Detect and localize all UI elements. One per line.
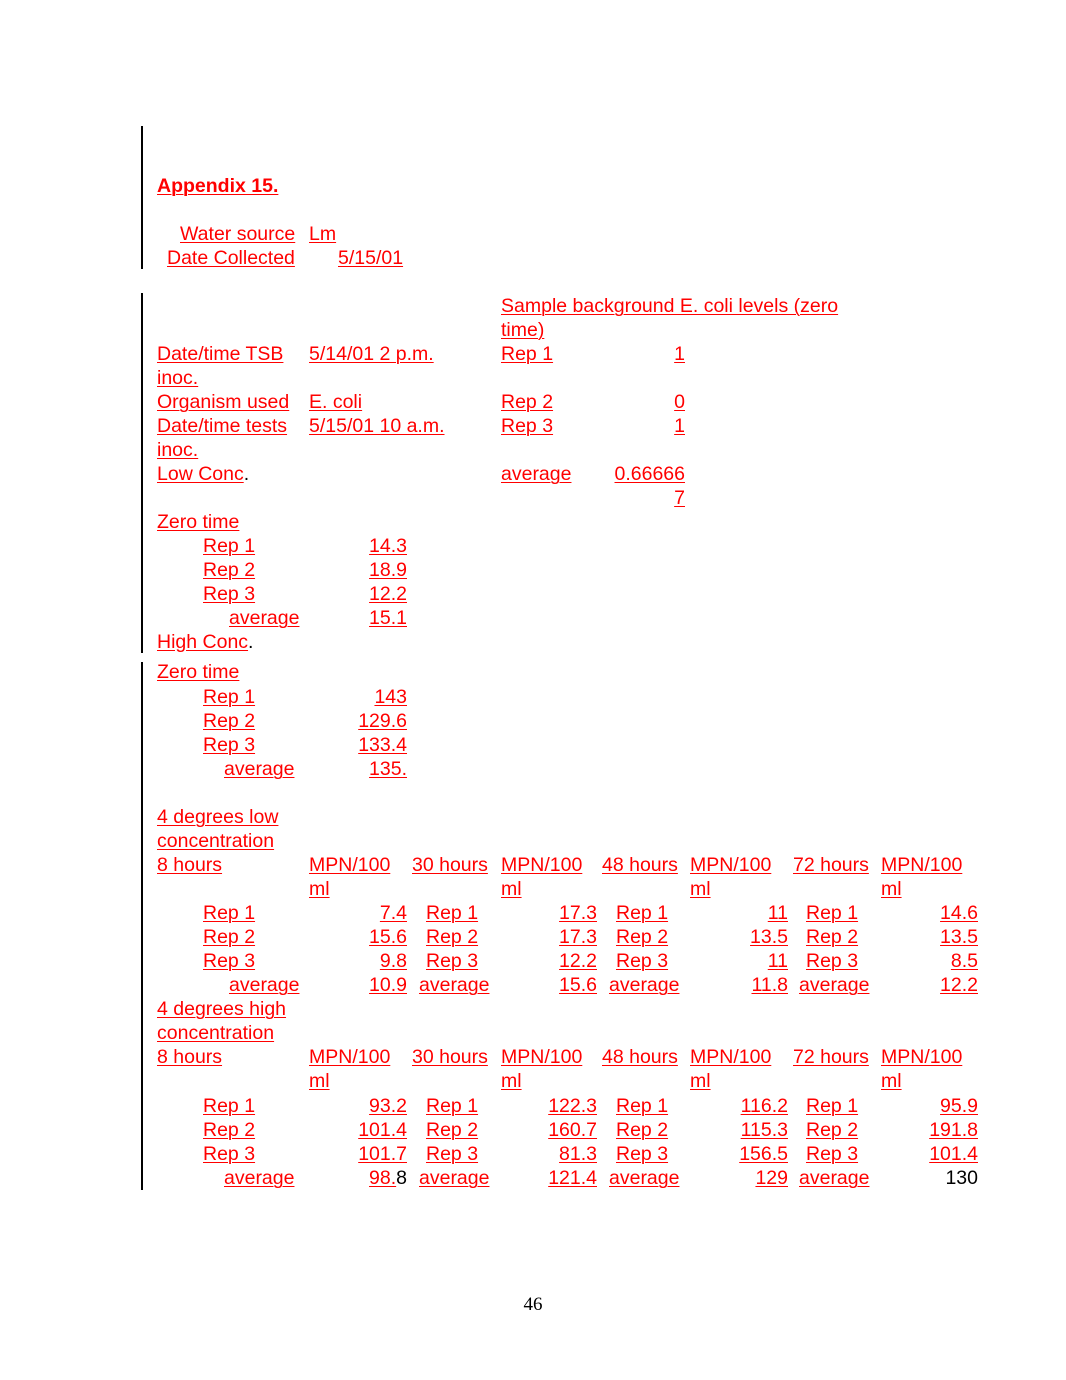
high-8h-average-value-b: 8 xyxy=(396,1167,407,1189)
high-48h-rep-3-label: Rep 3 xyxy=(616,1143,669,1165)
high-30h-rep-1-label: Rep 1 xyxy=(426,1095,479,1117)
low-table-unit-cont: ml xyxy=(501,878,522,900)
high-table-unit-cont: ml xyxy=(690,1070,711,1092)
background-rep-1-value: 1 xyxy=(674,343,685,365)
high-8h-rep-3-value: 101.7 xyxy=(358,1143,407,1165)
high-8h-average-label: average xyxy=(224,1167,295,1189)
high-48h-rep-3-value: 156.5 xyxy=(739,1143,788,1165)
low-table-title: 4 degrees low xyxy=(157,806,279,828)
low-average-label: average xyxy=(229,607,300,629)
high-table-title: 4 degrees high xyxy=(157,998,287,1020)
high-30h-rep-3-label: Rep 3 xyxy=(426,1143,479,1165)
organism-label: Organism used xyxy=(157,391,290,413)
high-table-unit: MPN/100 xyxy=(309,1046,391,1068)
high-table-unit-cont: ml xyxy=(881,1070,902,1092)
high-average-label: average xyxy=(224,758,295,780)
high-8h-rep-1-label: Rep 1 xyxy=(203,1095,256,1117)
low-30h-rep-2-label: Rep 2 xyxy=(426,926,479,948)
low-8h-rep-1-value: 7.4 xyxy=(379,902,407,924)
low-72h-rep-1-label: Rep 1 xyxy=(806,902,859,924)
low-rep-3-label: Rep 3 xyxy=(203,583,256,605)
low-table-unit: MPN/100 xyxy=(309,854,391,876)
high-48h-average-label: average xyxy=(609,1167,680,1189)
low-rep-3-value: 12.2 xyxy=(369,583,407,605)
high-48h-average-value: 129 xyxy=(755,1167,788,1189)
low-table-time-8h: 8 hours xyxy=(157,854,223,876)
low-30h-rep-1-value: 17.3 xyxy=(559,902,597,924)
tsb-label-cont: inoc. xyxy=(157,367,199,389)
high-table-title-cont: concentration xyxy=(157,1022,275,1044)
low-table-time-30h: 30 hours xyxy=(412,854,488,876)
low-30h-average-value: 15.6 xyxy=(559,974,597,996)
high-8h-average-value xyxy=(369,1166,407,1190)
low-48h-rep-3-label: Rep 3 xyxy=(616,950,669,972)
high-conc-label: High Conc xyxy=(157,631,249,653)
high-30h-rep-2-value: 160.7 xyxy=(548,1119,597,1141)
low-8h-average-value: 10.9 xyxy=(369,974,407,996)
high-rep-3-label: Rep 3 xyxy=(203,734,256,756)
high-72h-rep-3-label: Rep 3 xyxy=(806,1143,859,1165)
low-conc-period: . xyxy=(243,463,250,485)
high-8h-rep-3-label: Rep 3 xyxy=(203,1143,256,1165)
low-8h-rep-3-value: 9.8 xyxy=(379,950,407,972)
low-8h-rep-1-label: Rep 1 xyxy=(203,902,256,924)
background-title-line-2: time) xyxy=(501,319,545,341)
page-number: 46 xyxy=(523,1294,543,1315)
high-8h-average-value-a: 98. xyxy=(369,1167,397,1189)
water-source-value: Lm xyxy=(309,223,337,245)
low-72h-average-value: 12.2 xyxy=(940,974,978,996)
high-table-unit-cont: ml xyxy=(501,1070,522,1092)
organism-value: E. coli xyxy=(309,391,363,413)
low-table-unit-cont: ml xyxy=(881,878,902,900)
low-48h-rep-2-value: 13.5 xyxy=(750,926,788,948)
low-rep-2-value: 18.9 xyxy=(369,559,407,581)
high-table-unit: MPN/100 xyxy=(881,1046,963,1068)
low-30h-rep-3-value: 12.2 xyxy=(559,950,597,972)
low-8h-average-label: average xyxy=(229,974,300,996)
background-title-line-1: Sample background E. coli levels (zero xyxy=(501,295,839,317)
tsb-label: Date/time TSB xyxy=(157,343,284,365)
high-table-time-8h: 8 hours xyxy=(157,1046,223,1068)
high-table-time-48h: 48 hours xyxy=(602,1046,678,1068)
low-conc-heading xyxy=(157,462,249,486)
low-table-time-72h: 72 hours xyxy=(793,854,869,876)
low-table-unit: MPN/100 xyxy=(690,854,772,876)
high-30h-average-value: 121.4 xyxy=(548,1167,597,1189)
tsb-value: 5/14/01 2 p.m. xyxy=(309,343,434,365)
low-72h-rep-3-label: Rep 3 xyxy=(806,950,859,972)
low-table-unit: MPN/100 xyxy=(881,854,963,876)
background-rep-2-value: 0 xyxy=(674,391,685,413)
low-table-time-48h: 48 hours xyxy=(602,854,678,876)
low-table-unit-cont: ml xyxy=(309,878,330,900)
low-conc-label: Low Conc xyxy=(157,463,244,485)
background-rep-3-value: 1 xyxy=(674,415,685,437)
tests-label-cont: inoc. xyxy=(157,439,199,461)
high-8h-rep-2-value: 101.4 xyxy=(358,1119,407,1141)
high-table-unit: MPN/100 xyxy=(501,1046,583,1068)
high-rep-2-label: Rep 2 xyxy=(203,710,256,732)
high-30h-average-label: average xyxy=(419,1167,490,1189)
high-48h-rep-2-value: 115.3 xyxy=(740,1119,788,1141)
high-30h-rep-2-label: Rep 2 xyxy=(426,1119,479,1141)
date-collected-label: Date Collected xyxy=(167,247,295,269)
tests-label: Date/time tests xyxy=(157,415,288,437)
high-rep-1-value: 143 xyxy=(374,686,407,708)
low-average-value: 15.1 xyxy=(369,607,407,629)
background-average-value: 0.66666 xyxy=(614,463,685,485)
low-72h-rep-3-value: 8.5 xyxy=(950,950,978,972)
low-rep-1-value: 14.3 xyxy=(369,535,407,557)
high-48h-rep-1-label: Rep 1 xyxy=(616,1095,669,1117)
high-72h-rep-1-label: Rep 1 xyxy=(806,1095,859,1117)
high-conc-heading xyxy=(157,630,253,654)
background-average-label: average xyxy=(501,463,572,485)
low-72h-rep-2-label: Rep 2 xyxy=(806,926,859,948)
low-zero-time-label: Zero time xyxy=(157,511,240,533)
high-rep-1-label: Rep 1 xyxy=(203,686,256,708)
high-rep-2-value: 129.6 xyxy=(358,710,407,732)
high-72h-average-value: 130 xyxy=(945,1167,978,1189)
low-48h-rep-1-value: 11 xyxy=(767,902,788,924)
change-bar xyxy=(141,662,143,1190)
high-zero-time-label: Zero time xyxy=(157,661,240,683)
low-48h-rep-1-label: Rep 1 xyxy=(616,902,669,924)
background-rep-3-label: Rep 3 xyxy=(501,415,554,437)
low-8h-rep-2-value: 15.6 xyxy=(369,926,407,948)
date-collected-value: 5/15/01 xyxy=(338,247,404,269)
high-48h-rep-2-label: Rep 2 xyxy=(616,1119,669,1141)
high-table-unit-cont: ml xyxy=(309,1070,330,1092)
high-72h-rep-2-value: 191.8 xyxy=(929,1119,978,1141)
background-average-value-cont: 7 xyxy=(674,487,685,509)
change-bar xyxy=(141,293,143,653)
background-rep-1-label: Rep 1 xyxy=(501,343,554,365)
high-72h-rep-2-label: Rep 2 xyxy=(806,1119,859,1141)
low-table-unit: MPN/100 xyxy=(501,854,583,876)
high-table-time-72h: 72 hours xyxy=(793,1046,869,1068)
change-bar xyxy=(141,126,143,269)
low-8h-rep-2-label: Rep 2 xyxy=(203,926,256,948)
high-table-unit: MPN/100 xyxy=(690,1046,772,1068)
water-source-label: Water source xyxy=(180,223,296,245)
low-48h-average-value: 11.8 xyxy=(751,974,788,996)
high-30h-rep-3-value: 81.3 xyxy=(559,1143,597,1165)
high-8h-rep-1-value: 93.2 xyxy=(369,1095,407,1117)
low-rep-1-label: Rep 1 xyxy=(203,535,256,557)
low-48h-rep-3-value: 11 xyxy=(767,950,788,972)
high-8h-rep-2-label: Rep 2 xyxy=(203,1119,256,1141)
high-rep-3-value: 133.4 xyxy=(358,734,407,756)
low-table-title-cont: concentration xyxy=(157,830,275,852)
low-30h-average-label: average xyxy=(419,974,490,996)
appendix-title: Appendix 15. xyxy=(157,175,279,197)
low-30h-rep-1-label: Rep 1 xyxy=(426,902,479,924)
high-72h-rep-3-value: 101.4 xyxy=(929,1143,978,1165)
high-72h-rep-1-value: 95.9 xyxy=(940,1095,978,1117)
background-rep-2-label: Rep 2 xyxy=(501,391,554,413)
tests-value: 5/15/01 10 a.m. xyxy=(309,415,445,437)
high-average-value: 135. xyxy=(369,758,407,780)
low-30h-rep-2-value: 17.3 xyxy=(559,926,597,948)
high-table-time-30h: 30 hours xyxy=(412,1046,488,1068)
low-48h-rep-2-label: Rep 2 xyxy=(616,926,669,948)
high-30h-rep-1-value: 122.3 xyxy=(548,1095,597,1117)
high-conc-period: . xyxy=(248,631,254,653)
low-72h-rep-2-value: 13.5 xyxy=(940,926,978,948)
low-72h-rep-1-value: 14.6 xyxy=(940,902,978,924)
low-72h-average-label: average xyxy=(799,974,870,996)
low-30h-rep-3-label: Rep 3 xyxy=(426,950,479,972)
high-72h-average-label: average xyxy=(799,1167,870,1189)
low-48h-average-label: average xyxy=(609,974,680,996)
low-table-unit-cont: ml xyxy=(690,878,711,900)
low-rep-2-label: Rep 2 xyxy=(203,559,256,581)
high-48h-rep-1-value: 116.2 xyxy=(740,1095,788,1117)
low-8h-rep-3-label: Rep 3 xyxy=(203,950,256,972)
